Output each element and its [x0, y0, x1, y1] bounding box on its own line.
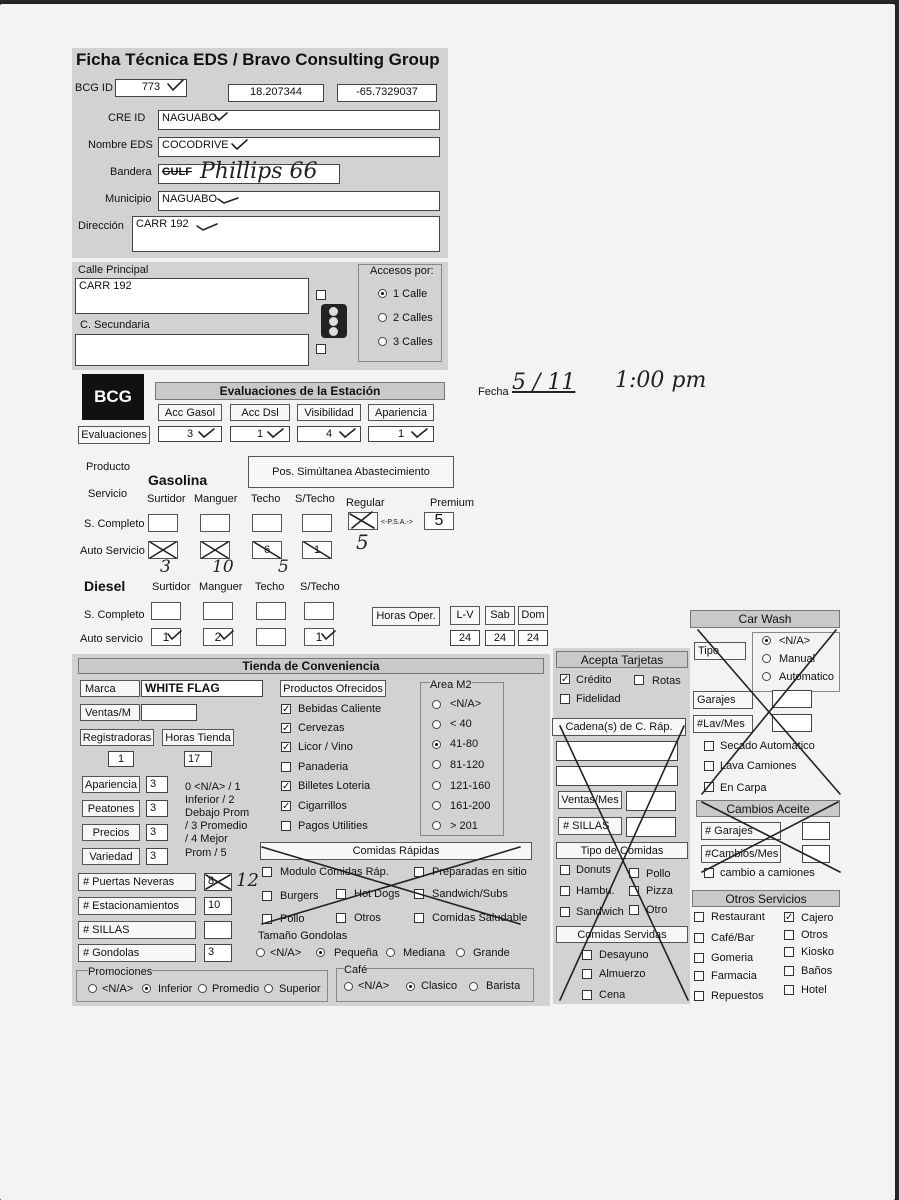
pagos-label: Pagos Utilities [298, 820, 368, 832]
registradoras-label: Registradoras [80, 729, 154, 746]
promo-superior-radio[interactable] [264, 984, 273, 993]
bcg-id-label: BCG ID [75, 82, 113, 94]
hotel-label: Hotel [801, 984, 827, 996]
area-40-radio[interactable] [432, 720, 441, 729]
restaurant-label: Restaurant [711, 911, 765, 923]
area-41-80-label: 41-80 [450, 738, 479, 750]
acceso-1-label: 1 Calle [393, 288, 428, 300]
peatones-rating[interactable]: 3 [146, 800, 168, 817]
licor-checkbox[interactable]: ✓ [282, 742, 291, 753]
hotdogs-label: Hot Dogs [354, 888, 400, 900]
dsl-as-manguer[interactable]: 2 [203, 628, 233, 646]
cajero-label: Cajero [801, 912, 834, 924]
acceso-2-radio[interactable] [378, 313, 387, 322]
carpa-checkbox[interactable] [704, 782, 714, 792]
promo-promedio-radio[interactable] [198, 984, 207, 993]
visibilidad-header: Visibilidad [297, 404, 361, 421]
bebidas-checkbox[interactable]: ✓ [282, 704, 291, 715]
almuerzo-checkbox[interactable] [582, 969, 592, 979]
acceso-3-radio[interactable] [378, 337, 387, 346]
regular-label: Regular [346, 497, 385, 509]
cafe-barista-label: Barista [486, 980, 521, 992]
municipio-field[interactable]: NAGUABO [158, 191, 440, 211]
tamano-mediana-radio[interactable] [386, 948, 395, 957]
cena-checkbox[interactable] [582, 990, 592, 1000]
traffic-light-icon [321, 304, 347, 338]
banos-label: Baños [801, 965, 833, 977]
pizza-label: Pizza [646, 885, 673, 897]
gas-as-stecho[interactable]: 1 [302, 541, 332, 559]
cigarrillos-checkbox[interactable]: ✓ [282, 801, 291, 812]
calle-secundaria-field[interactable] [75, 334, 309, 366]
gas-manguer-handwritten: 10 [212, 557, 234, 577]
fecha-handwritten: 5 / 11 [512, 370, 576, 395]
gas-s-completo-label: S. Completo [84, 518, 145, 530]
fidelidad-label: Fidelidad [576, 693, 621, 705]
sandwich-label: Sandwich/Subs [432, 888, 508, 900]
horas-tienda-label: Horas Tienda [162, 729, 234, 746]
burgers-label: Burgers [280, 890, 319, 902]
restaurant-checkbox[interactable] [694, 912, 704, 922]
promo-na-label: <N/A> [102, 983, 134, 995]
evaluaciones-button[interactable]: Evaluaciones [78, 426, 150, 444]
carwash-lav-field[interactable] [772, 714, 812, 732]
calle-principal-field[interactable]: CARR 192 [75, 278, 309, 314]
diesel-label: Diesel [84, 578, 126, 594]
dsl-sc-surtidor[interactable] [151, 602, 181, 620]
otro-cr-label: Otro [646, 904, 668, 916]
bcg-id-field[interactable]: 773 [115, 79, 187, 97]
carwash-garajes-field[interactable] [772, 690, 812, 708]
aceite-cambios-field[interactable] [802, 845, 830, 863]
tamano-na-label: <N/A> [270, 947, 302, 959]
nombre-label: Nombre EDS [88, 139, 153, 151]
gas-surtidor-handwritten: 3 [160, 557, 171, 577]
area-121-160-label: 121-160 [450, 780, 491, 792]
repuestos-checkbox[interactable] [694, 991, 704, 1001]
panaderia-checkbox[interactable] [281, 762, 291, 772]
modulo-checkbox[interactable] [262, 867, 272, 877]
carwash-na-radio[interactable] [762, 636, 771, 645]
area-81-120-radio[interactable] [432, 760, 441, 769]
hotel-checkbox[interactable] [784, 985, 794, 995]
area-201-label: > 201 [450, 820, 478, 832]
banos-checkbox[interactable] [784, 966, 794, 976]
cadena-sillas-label: # SILLAS [558, 817, 622, 835]
precios-rating[interactable]: 3 [146, 824, 168, 841]
acceso-3-label: 3 Calles [393, 336, 433, 348]
ventas-m-field[interactable] [141, 704, 197, 721]
peatones-label: Peatones [82, 800, 140, 817]
promo-na-radio[interactable] [88, 984, 97, 993]
carwash-garajes-label: Garajes [693, 691, 753, 709]
carwash-auto-label: Automatico [779, 671, 835, 683]
secado-checkbox[interactable] [704, 741, 714, 751]
carwash-title: Car Wash [690, 610, 840, 628]
dsl-col-techo: Techo [255, 581, 285, 593]
cadena-field-2[interactable] [556, 766, 678, 786]
acc-gasol-value[interactable]: 3 [158, 426, 222, 442]
gas-techo-handwritten: 5 [278, 557, 289, 577]
cervezas-checkbox[interactable]: ✓ [282, 723, 291, 734]
scale-line-6: Prom / 5 [185, 847, 227, 859]
farmacia-checkbox[interactable] [694, 971, 704, 981]
scale-line-5: / 4 Mejor [185, 833, 228, 845]
donuts-checkbox[interactable] [560, 865, 570, 875]
productos-title: Productos Ofrecidos [280, 680, 386, 697]
tamano-na-radio[interactable] [256, 948, 265, 957]
fidelidad-checkbox[interactable] [560, 694, 570, 704]
tamano-grande-radio[interactable] [456, 948, 465, 957]
dsl-col-manguer: Manguer [199, 581, 243, 593]
cena-label: Cena [599, 989, 626, 1001]
kiosko-label: Kiosko [801, 946, 835, 958]
marca-field[interactable]: WHITE FLAG [141, 680, 263, 697]
horas-dom-value[interactable]: 24 [518, 630, 548, 646]
dsl-col-stecho: S/Techo [300, 581, 340, 593]
promo-title: Promociones [88, 966, 153, 978]
page-title: Ficha Técnica EDS / Bravo Consulting Group [76, 50, 440, 69]
carwash-lav-label: #Lav/Mes [693, 715, 753, 733]
lava-camiones-checkbox[interactable] [704, 761, 714, 771]
bandera-handwritten: Phillips 66 [200, 159, 318, 184]
cigarrillos-label: Cigarrillos [298, 800, 347, 812]
tienda-title: Tienda de Conveniencia [78, 658, 544, 674]
cervezas-label: Cervezas [298, 722, 345, 734]
panaderia-label: Panaderia [298, 761, 349, 773]
ventas-mes-field[interactable] [626, 791, 676, 811]
evaluaciones-title: Evaluaciones de la Estación [155, 382, 445, 400]
municipio-label: Municipio [105, 193, 152, 205]
marca-label: Marca [80, 680, 140, 697]
carwash-na-label: <N/A> [779, 635, 811, 647]
puertas-value[interactable]: 8 [204, 873, 232, 891]
dsl-as-stecho[interactable]: 1 [304, 628, 334, 646]
dsl-as-techo[interactable] [256, 628, 286, 646]
rotas-label: Rotas [652, 675, 681, 687]
carwash-tipo-label: Tipo [694, 642, 746, 660]
saludable-label: Comidas Saludable [432, 912, 528, 924]
acceso-2-label: 2 Calles [393, 312, 433, 324]
servicio-label: Servicio [88, 488, 128, 500]
cafe-title: Café [344, 964, 368, 976]
tamano-pequena-radio[interactable] [316, 948, 325, 957]
cre-id-label: CRE ID [108, 112, 146, 124]
hambu-label: Hambu. [576, 885, 615, 897]
camiones-checkbox[interactable] [704, 868, 714, 878]
gas-sc-stecho[interactable] [302, 514, 332, 532]
area-na-radio[interactable] [432, 700, 441, 709]
tamano-pequena-label: Pequeña [334, 947, 379, 959]
dsl-auto-servicio-label: Auto servicio [80, 633, 143, 645]
secundaria-checkbox[interactable] [316, 344, 326, 354]
gas-as-techo[interactable]: 6 [252, 541, 282, 559]
horas-sab-value[interactable]: 24 [485, 630, 515, 646]
gomeria-label: Gomeria [711, 952, 754, 964]
gondolas-value[interactable]: 3 [204, 944, 232, 962]
promo-superior-label: Superior [279, 983, 321, 995]
horas-oper-button[interactable]: Horas Oper. [372, 607, 440, 626]
scale-line-4: / 3 Promedio [185, 820, 248, 832]
tamano-grande-label: Grande [473, 947, 510, 959]
cajero-checkbox[interactable]: ✓ [785, 912, 794, 923]
apariencia-header: Apariencia [368, 404, 434, 421]
regular-handwritten: 5 [356, 530, 369, 554]
gas-sc-techo[interactable] [252, 514, 282, 532]
horas-sab-header: Sab [485, 606, 515, 625]
apariencia-rating[interactable]: 3 [146, 776, 168, 793]
ventas-mes-label: Ventas/Mes [558, 791, 622, 809]
camiones-label: cambio a camiones [720, 867, 815, 879]
aceite-garajes-label: # Garajes [701, 822, 781, 840]
gomeria-checkbox[interactable] [694, 953, 704, 963]
aceite-cambios-label: #Cambios/Mes [701, 845, 781, 863]
otros-srv-checkbox[interactable] [784, 930, 794, 940]
donuts-label: Donuts [576, 864, 611, 876]
cafe-clasico-label: Clasico [421, 980, 458, 992]
pos-simultanea-title: Pos. Simúltanea Abastecimiento [248, 456, 454, 488]
estacionamientos-value[interactable]: 10 [204, 897, 232, 915]
loteria-checkbox[interactable]: ✓ [282, 781, 291, 792]
longitude-field[interactable]: -65.7329037 [337, 84, 437, 102]
bandera-field[interactable]: GULF [158, 164, 340, 184]
otro-cr-checkbox[interactable] [629, 905, 639, 915]
sillas-value[interactable] [204, 921, 232, 939]
pollo-checkbox[interactable] [262, 914, 272, 924]
otros-checkbox[interactable] [336, 913, 346, 923]
cafe-na-label: <N/A> [358, 980, 390, 992]
horas-lv-value[interactable]: 24 [450, 630, 480, 646]
regular-box[interactable] [348, 512, 378, 530]
gas-sc-surtidor[interactable] [148, 514, 178, 532]
otros-label: Otros [354, 912, 381, 924]
carwash-auto-radio[interactable] [762, 672, 771, 681]
acc-dsl-value[interactable]: 1 [230, 426, 290, 442]
loteria-label: Billetes Loteria [298, 780, 371, 792]
secado-label: Secado Automatico [720, 740, 815, 752]
rotas-checkbox[interactable] [634, 675, 644, 685]
area-161-200-radio[interactable] [432, 801, 441, 810]
area-121-160-radio[interactable] [432, 781, 441, 790]
gas-auto-servicio-label: Auto Servicio [80, 545, 145, 557]
area-161-200-label: 161-200 [450, 800, 491, 812]
fecha-label: Fecha [478, 386, 509, 398]
tamano-mediana-label: Mediana [403, 947, 446, 959]
desayuno-label: Desayuno [599, 949, 649, 961]
desayuno-checkbox[interactable] [582, 950, 592, 960]
dsl-sc-stecho[interactable] [304, 602, 334, 620]
dsl-sc-techo[interactable] [256, 602, 286, 620]
kiosko-checkbox[interactable] [784, 947, 794, 957]
servidas-title: Comidas Servidas [556, 926, 688, 943]
dsl-col-surtidor: Surtidor [152, 581, 191, 593]
estacionamientos-label: # Estacionamientos [78, 897, 196, 915]
carwash-manual-radio[interactable] [762, 654, 771, 663]
bandera-label: Bandera [110, 166, 152, 178]
paper-sheet [0, 4, 895, 1200]
scale-line-1: 0 <N/A> / 1 [185, 781, 241, 793]
horas-lv-header: L-V [450, 606, 480, 625]
gas-sc-manguer[interactable] [200, 514, 230, 532]
accesos-title: Accesos por: [370, 265, 434, 277]
tipo-comidas-title: Tipo de Comidas [556, 842, 688, 859]
horas-tienda-value[interactable]: 17 [184, 751, 212, 767]
repuestos-label: Repuestos [711, 990, 764, 1002]
comidas-title: Comidas Rápidas [260, 842, 532, 860]
gas-col-surtidor: Surtidor [147, 493, 186, 505]
burgers-checkbox[interactable] [262, 891, 272, 901]
promo-promedio-label: Promedio [212, 983, 260, 995]
cre-id-field[interactable]: NAGUABO [158, 110, 440, 130]
precios-label: Precios [82, 824, 140, 841]
cafe-na-radio[interactable] [344, 982, 353, 991]
area-41-80-radio[interactable] [432, 740, 441, 749]
latitude-field[interactable]: 18.207344 [228, 84, 324, 102]
psa-label: <-P.S.A.-> [381, 519, 413, 526]
apariencia-value[interactable]: 1 [368, 426, 434, 442]
area-40-label: < 40 [450, 718, 472, 730]
farmacia-label: Farmacia [711, 970, 757, 982]
gas-col-techo: Techo [251, 493, 281, 505]
registradoras-value[interactable]: 1 [108, 751, 134, 767]
lava-camiones-label: Lava Camiones [720, 760, 797, 772]
pizza-checkbox[interactable] [629, 886, 639, 896]
cafebar-checkbox[interactable] [694, 933, 704, 943]
credito-checkbox[interactable]: ✓ [561, 674, 570, 685]
tarjetas-title: Acepta Tarjetas [556, 651, 688, 668]
cafebar-label: Café/Bar [711, 932, 755, 944]
area-title: Area M2 [430, 679, 472, 691]
credito-label: Crédito [576, 674, 612, 686]
preparadas-checkbox[interactable] [414, 867, 424, 877]
dsl-s-completo-label: S. Completo [84, 609, 145, 621]
hambu-checkbox[interactable] [560, 886, 570, 896]
direccion-label: Dirección [78, 220, 124, 232]
area-na-label: <N/A> [450, 698, 482, 710]
aceite-garajes-field[interactable] [802, 822, 830, 840]
pollo-cr-checkbox[interactable] [629, 868, 639, 878]
nombre-field[interactable]: COCODRIVE [158, 137, 440, 157]
scale-line-2: Inferior / 2 [185, 794, 235, 806]
dsl-as-surtidor[interactable]: 1 [151, 628, 181, 646]
producto-label: Producto [86, 461, 131, 473]
carwash-manual-label: Manual [779, 653, 816, 665]
variedad-rating[interactable]: 3 [146, 848, 168, 865]
variedad-label: Variedad [82, 848, 140, 865]
gasolina-label: Gasolina [148, 472, 208, 488]
bebidas-label: Bebidas Caliente [298, 703, 382, 715]
otros-title: Otros Servicios [692, 890, 840, 907]
pagos-checkbox[interactable] [281, 821, 291, 831]
sillas-label: # SILLAS [78, 921, 196, 939]
aceite-title: Cambios Aceite [696, 800, 840, 817]
almuerzo-label: Almuerzo [599, 968, 646, 980]
modulo-label: Modulo Comidas Ráp. [280, 866, 389, 878]
sandwich-cr-checkbox[interactable] [560, 907, 570, 917]
saludable-checkbox[interactable] [414, 913, 424, 923]
horas-dom-header: Dom [518, 606, 548, 625]
cadena-sillas-field[interactable] [626, 817, 676, 837]
calle-principal-label: Calle Principal [78, 264, 149, 276]
cadena-title: Cadena(s) de C. Ráp. [552, 718, 686, 736]
puertas-label: # Puertas Neveras [78, 873, 196, 891]
tamano-title: Tamaño Gondolas [258, 930, 348, 942]
premium-box[interactable]: 5 [424, 512, 454, 530]
cadena-field-1[interactable] [556, 741, 678, 761]
apariencia-label: Apariencia [82, 776, 140, 793]
area-201-radio[interactable] [432, 821, 441, 830]
otros-srv-label: Otros [801, 929, 828, 941]
scale-line-3: Debajo Prom [185, 807, 250, 819]
pollo-cr-label: Pollo [646, 868, 671, 880]
gas-col-stecho: S/Techo [295, 493, 335, 505]
visibilidad-value[interactable]: 4 [297, 426, 361, 442]
hora-handwritten: 1:00 pm [615, 368, 707, 393]
promo-inferior-radio[interactable] [142, 984, 151, 993]
cafe-clasico-radio[interactable] [406, 982, 415, 991]
bcg-logo: BCG [82, 374, 144, 420]
sandwich-checkbox[interactable] [414, 889, 424, 899]
premium-label: Premium [430, 497, 475, 509]
acceso-1-radio[interactable] [378, 289, 387, 298]
carpa-label: En Carpa [720, 782, 767, 794]
hotdogs-checkbox[interactable] [336, 889, 346, 899]
sandwich-cr-label: Sandwich [576, 906, 624, 918]
direccion-field[interactable]: CARR 192 [132, 216, 440, 252]
principal-checkbox[interactable] [316, 290, 326, 300]
calle-secundaria-label: C. Secundaria [80, 319, 150, 331]
area-81-120-label: 81-120 [450, 759, 485, 771]
puertas-handwritten: 12 [236, 870, 259, 891]
gas-col-manguer: Manguer [194, 493, 238, 505]
acc-dsl-header: Acc Dsl [230, 404, 290, 421]
ventas-m-label: Ventas/M [80, 704, 140, 721]
cafe-barista-radio[interactable] [469, 982, 478, 991]
pollo-label: Pollo [280, 913, 305, 925]
promo-inferior-label: Inferior [158, 983, 193, 995]
licor-label: Licor / Vino [298, 741, 353, 753]
acc-gasol-header: Acc Gasol [158, 404, 222, 421]
preparadas-label: Preparadas en sitio [432, 866, 527, 878]
dsl-sc-manguer[interactable] [203, 602, 233, 620]
gondolas-label: # Gondolas [78, 944, 196, 962]
